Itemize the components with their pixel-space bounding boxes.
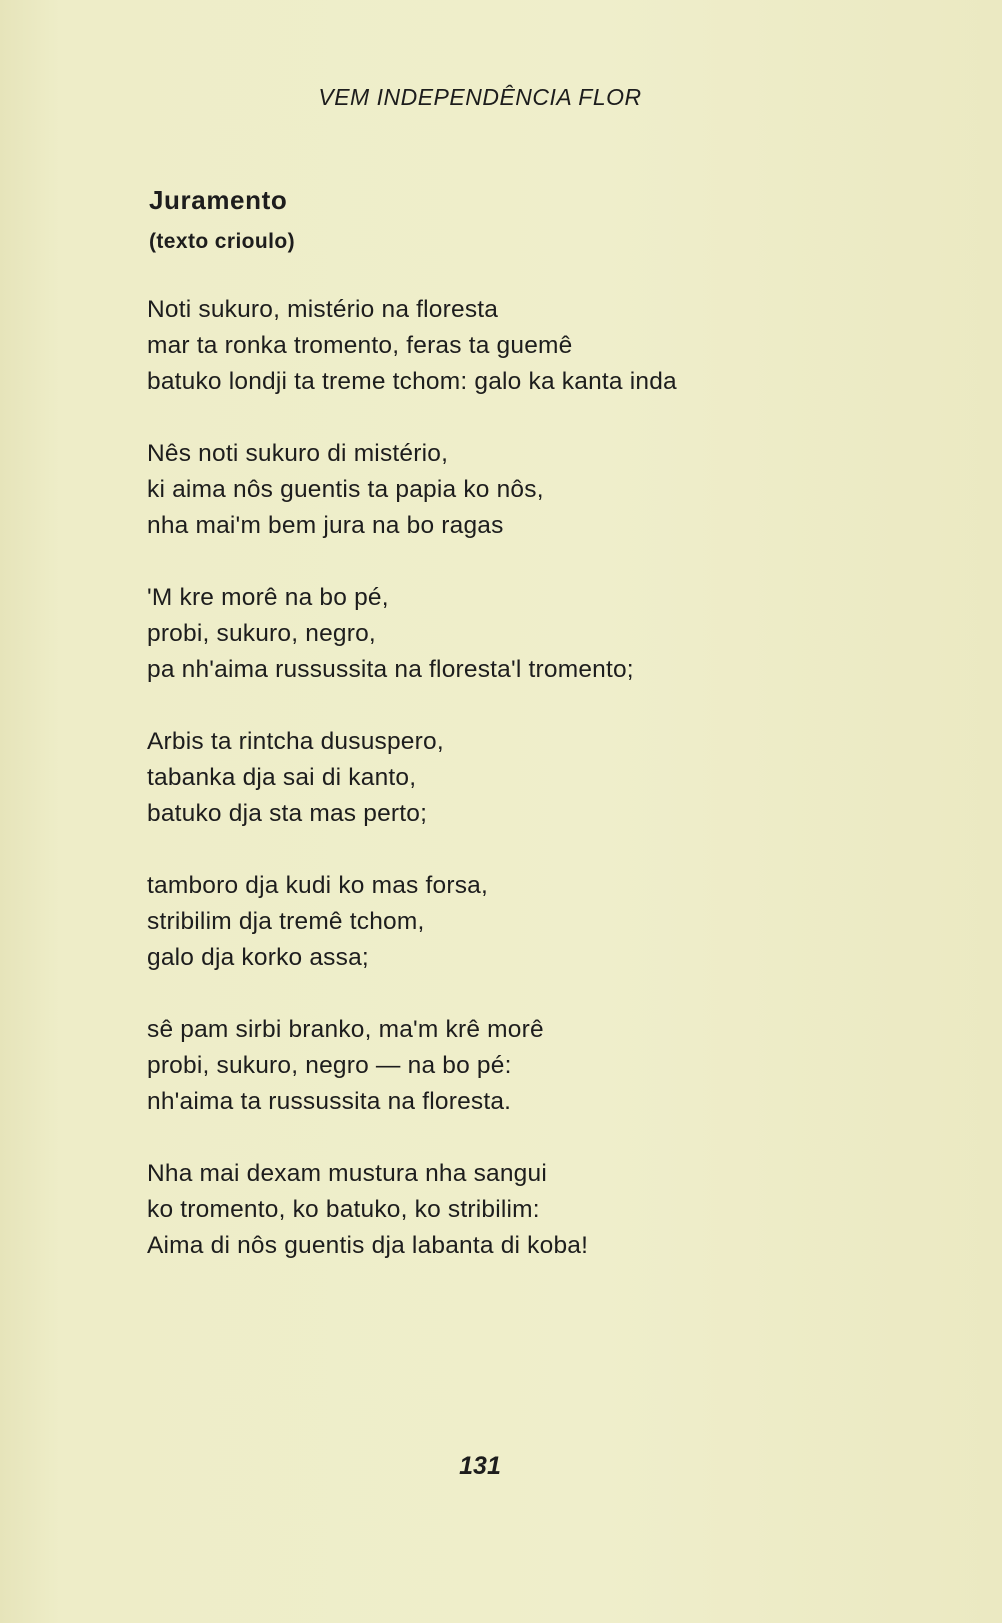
poem-line: tamboro dja kudi ko mas forsa, [147, 872, 488, 899]
poem-line: nh'aima ta russussita na floresta. [147, 1088, 512, 1115]
stanza [147, 292, 907, 400]
stanza [147, 436, 907, 544]
stanza [147, 868, 907, 976]
poem-title: Juramento [149, 185, 288, 215]
poem-line: nha mai'm bem jura na bo ragas [147, 512, 504, 539]
poem-line: stribilim dja tremê tchom, [147, 908, 425, 935]
stanza [147, 1012, 907, 1120]
poem-subtitle: (texto crioulo) [149, 230, 295, 253]
stanza [147, 1156, 907, 1264]
poem-line: batuko londji ta treme tchom: galo ka kanta inda [147, 368, 677, 395]
poem-line: galo dja korko assa; [147, 944, 369, 971]
stanza [147, 724, 907, 832]
poem-line: Aima di nôs guentis dja labanta di koba! [147, 1232, 589, 1259]
poem-line: Nês noti sukuro di mistério, [147, 440, 449, 467]
poem-line: ki aima nôs guentis ta papia ko nôs, [147, 476, 544, 503]
poem-line: Nha mai dexam mustura nha sangui [147, 1160, 547, 1187]
poem-line: 'M kre morê na bo pé, [147, 584, 389, 611]
page-number: 131 [459, 1452, 501, 1480]
poem-line: tabanka dja sai di kanto, [147, 764, 417, 791]
poem-line: mar ta ronka tromento, feras ta guemê [147, 332, 573, 359]
poem-line: Arbis ta rintcha dususpero, [147, 728, 444, 755]
poem-line: probi, sukuro, negro, [147, 620, 376, 647]
poem-body [147, 292, 907, 1300]
running-head: VEM INDEPENDÊNCIA FLOR [318, 84, 642, 110]
poem-line: pa nh'aima russussita na floresta'l tromento; [147, 656, 634, 683]
poem-line: sê pam sirbi branko, ma'm krê morê [147, 1016, 544, 1043]
poem-line: probi, sukuro, negro — na bo pé: [147, 1052, 512, 1079]
poem-line: batuko dja sta mas perto; [147, 800, 428, 827]
poem-line: Noti sukuro, mistério na floresta [147, 296, 499, 323]
poem-line: ko tromento, ko batuko, ko stribilim: [147, 1196, 540, 1223]
stanza [147, 580, 907, 688]
